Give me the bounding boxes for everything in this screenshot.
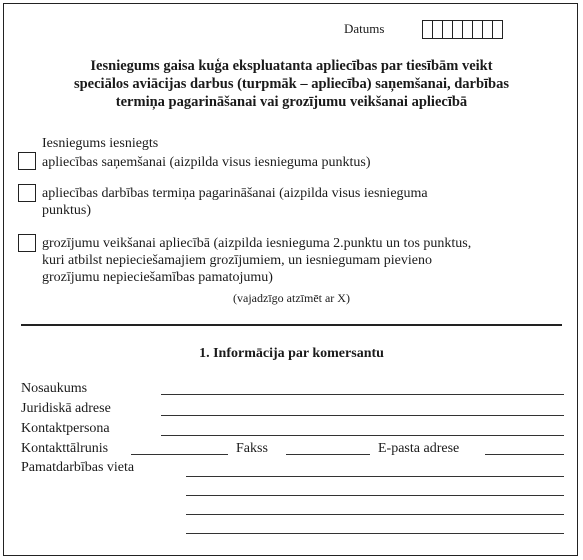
option-obtain-label — [42, 154, 371, 171]
option-amend-line: kuri atbilst nepieciešamajiem grozījumiem, un iesniegumam pievieno — [42, 253, 432, 268]
option-obtain-line: apliecības saņemšanai (aizpilda visus iesnieguma punktus) — [42, 155, 371, 170]
section-1-title: 1. Informācija par komersantu — [199, 346, 384, 361]
name-label: Nosaukums — [21, 381, 88, 396]
address-label: Juridiskā adrese — [21, 401, 111, 416]
form-title-line: Iesniegums gaisa kuģa ekspluatanta apliecības par tiesībām veikt — [90, 58, 493, 74]
submission-intro: Iesniegums iesniegts — [42, 136, 159, 151]
base-label: Pamatdarbības vieta — [21, 460, 135, 475]
date-digit-box[interactable] — [492, 20, 503, 39]
option-amend-line: grozījumu veikšanai apliecībā (aizpilda iesnieguma 2.punktu un tos punktus, — [42, 236, 472, 251]
fax-label: Fakss — [236, 441, 268, 456]
address-input-line[interactable] — [161, 415, 564, 416]
checkbox-obtain[interactable] — [18, 152, 36, 170]
form-title — [34, 57, 549, 111]
option-extend-line: punktus) — [42, 203, 91, 218]
name-input-line[interactable] — [161, 394, 564, 395]
date-label: Datums — [344, 21, 385, 36]
base-input-line[interactable] — [186, 476, 564, 477]
form-title-line: termiņa pagarināšanai vai grozījumu veikšanai apliecībā — [115, 94, 468, 110]
option-extend-line: apliecības darbības termiņa pagarināšanai (aizpilda visus iesnieguma — [42, 186, 428, 201]
contact-person-input-line[interactable] — [161, 435, 564, 436]
fax-input-line[interactable] — [286, 454, 370, 455]
application-form — [3, 3, 578, 556]
email-input-line[interactable] — [485, 454, 564, 455]
checkbox-amend[interactable] — [18, 234, 36, 252]
option-amend-line: grozījumu nepieciešamības pamatojumu) — [42, 270, 273, 285]
date-input-boxes[interactable] — [422, 20, 503, 39]
checkbox-note: (vajadzīgo atzīmēt ar X) — [233, 291, 350, 305]
section-divider — [21, 324, 562, 326]
phone-input-line[interactable] — [131, 454, 228, 455]
option-extend-label — [42, 185, 428, 219]
base-input-line[interactable] — [186, 514, 564, 515]
phone-label: Kontakttālrunis — [21, 441, 109, 456]
form-title-line: speciālos aviācijas darbus (turpmāk – apliecība) saņemšanai, darbības — [73, 76, 510, 92]
option-amend-label — [42, 235, 471, 286]
base-input-line[interactable] — [186, 495, 564, 496]
email-label: E-pasta adrese — [378, 441, 460, 456]
contact-person-label: Kontaktpersona — [21, 421, 110, 436]
base-input-line[interactable] — [186, 533, 564, 534]
checkbox-extend[interactable] — [18, 184, 36, 202]
